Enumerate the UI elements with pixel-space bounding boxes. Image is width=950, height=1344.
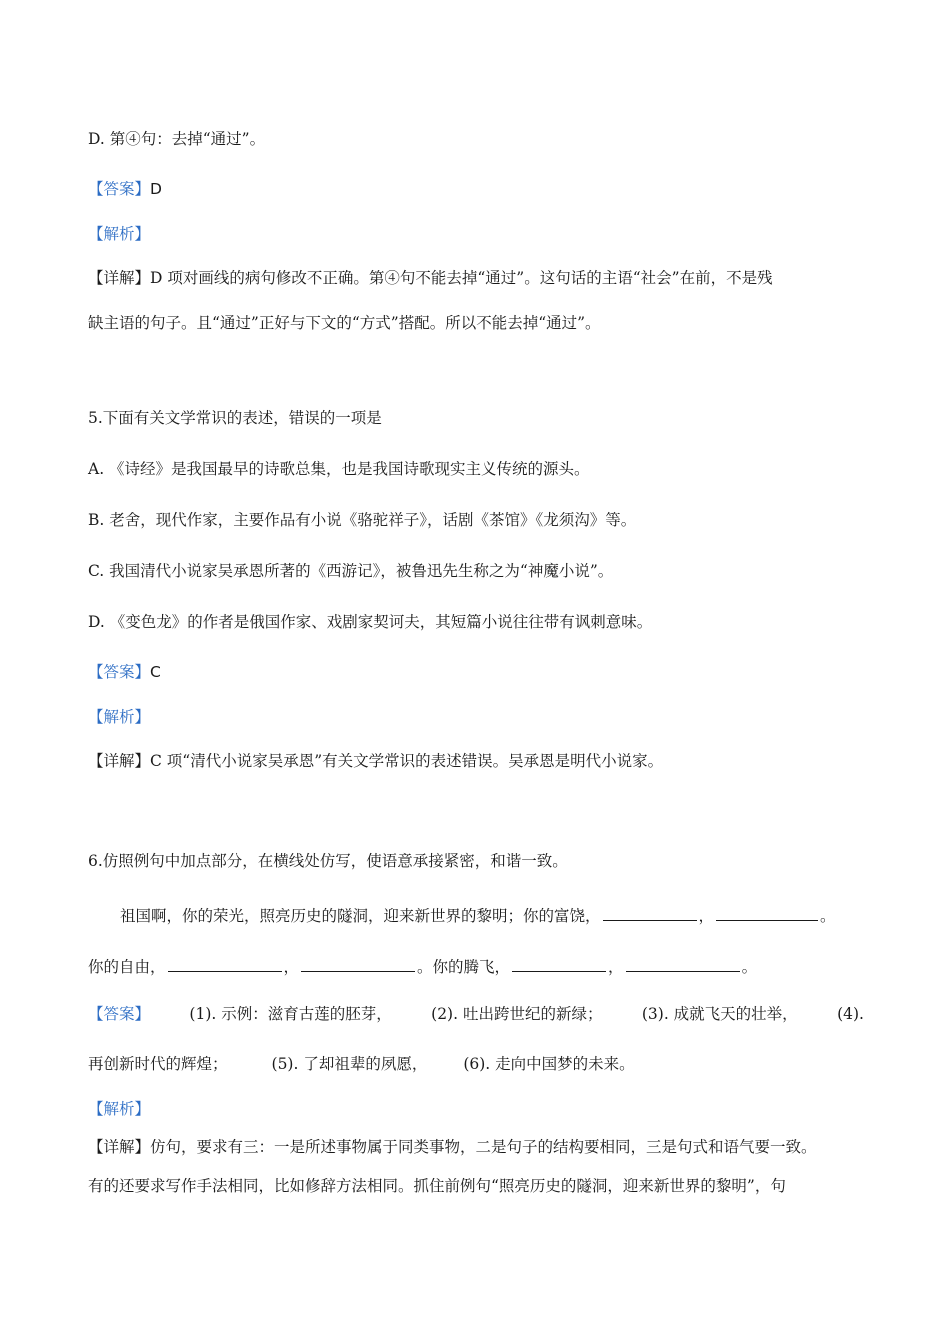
q6-example-line1 [120,905,836,926]
answer-3: (3). 成就飞天的壮举， [641,1005,798,1023]
q5-option-b: B. 老舍，现代作家，主要作品有小说《骆驼祥子》，话剧《茶馆》《龙须沟》等。 [88,511,637,529]
detail-label: 【详解】 [88,752,151,770]
comma: ， [283,958,300,976]
q6-answer-line2 [88,1054,635,1074]
example-text: 祖国啊，你的荣光，照亮历史的隧洞，迎来新世界的黎明；你的富饶， [120,907,601,925]
q4-answer [88,179,162,199]
blank-6[interactable] [626,956,740,972]
q6-detail-line2: 有的还要求写作手法相同，比如修辞方法相同。抓住前例句“照亮历史的隧洞，迎来新世界的黎明”，句 [88,1177,786,1195]
example-text: 。你的腾飞， [417,958,511,976]
answer-value: C [150,663,161,681]
q6-example-line2 [88,956,757,977]
q5-option-c: C. 我国清代小说家吴承恩所著的《西游记》，被鲁迅先生称之为“神魔小说”。 [88,562,614,580]
blank-4[interactable] [301,956,415,972]
answer-4-text: 再创新时代的辉煌； [88,1055,228,1073]
blank-2[interactable] [716,905,818,921]
q5-option-a: A. 《诗经》是我国最早的诗歌总集，也是我国诗歌现实主义传统的源头。 [88,460,590,478]
detail-content: C 项“清代小说家吴承恩”有关文学常识的表述错误。吴承恩是明代小说家。 [150,752,664,770]
q4-option-d: D. 第④句：去掉“通过”。 [88,130,266,148]
q6-analysis-label: 【解析】 [88,1100,151,1118]
period: 。 [820,907,836,925]
answer-4-number: (4). [837,1005,864,1023]
detail-content: D 项对画线的病句修改不正确。第④句不能去掉“通过”。这句话的主语“社会”在前，不是残 [150,269,773,287]
answer-label: 【答案】 [88,180,151,198]
comma: ， [698,907,715,925]
q5-analysis-label: 【解析】 [88,708,151,726]
q5-answer [88,662,161,682]
comma: ， [608,958,624,976]
q5-stem: 5.下面有关文学常识的表述，错误的一项是 [88,409,382,427]
detail-text [88,268,773,288]
blank-3[interactable] [168,956,282,972]
blank-1[interactable] [603,905,697,921]
answer-6: (6). 走向中国梦的未来。 [463,1055,635,1073]
q4-detail-line1 [88,268,864,288]
q6-detail-line1 [88,1137,817,1157]
answer-label: 【答案】 [88,663,151,681]
q5-option-d: D. 《变色龙》的作者是俄国作家、戏剧家契诃夫，其短篇小说往往带有讽刺意味。 [88,613,653,631]
answer-label: 【答案】 [88,1005,151,1023]
period: 。 [741,958,758,976]
detail-content: 仿句，要求有三：一是所述事物属于同类事物，二是句子的结构要相同，三是句式和语气要一致。 [150,1138,817,1156]
example-text: 你的自由， [88,958,166,976]
detail-label: 【详解】 [88,1138,151,1156]
answer-value: D [150,180,162,198]
q4-analysis-label: 【解析】 [88,225,151,243]
q4-detail-line2: 缺主语的句子。且“通过”正好与下文的“方式”搭配。所以不能去掉“通过”。 [88,314,601,332]
answer-2: (2). 吐出跨世纪的新绿； [431,1005,603,1023]
q5-detail [88,751,663,771]
answer-5: (5). 了却祖辈的夙愿， [271,1055,428,1073]
q6-stem: 6.仿照例句中加点部分，在横线处仿写，使语意承接紧密，和谐一致。 [88,852,568,870]
detail-label: 【详解】 [88,269,151,287]
q6-answer-line1 [88,1004,864,1024]
blank-5[interactable] [512,956,606,972]
answer-1: (1). 示例：滋育古莲的胚芽， [189,1005,392,1023]
